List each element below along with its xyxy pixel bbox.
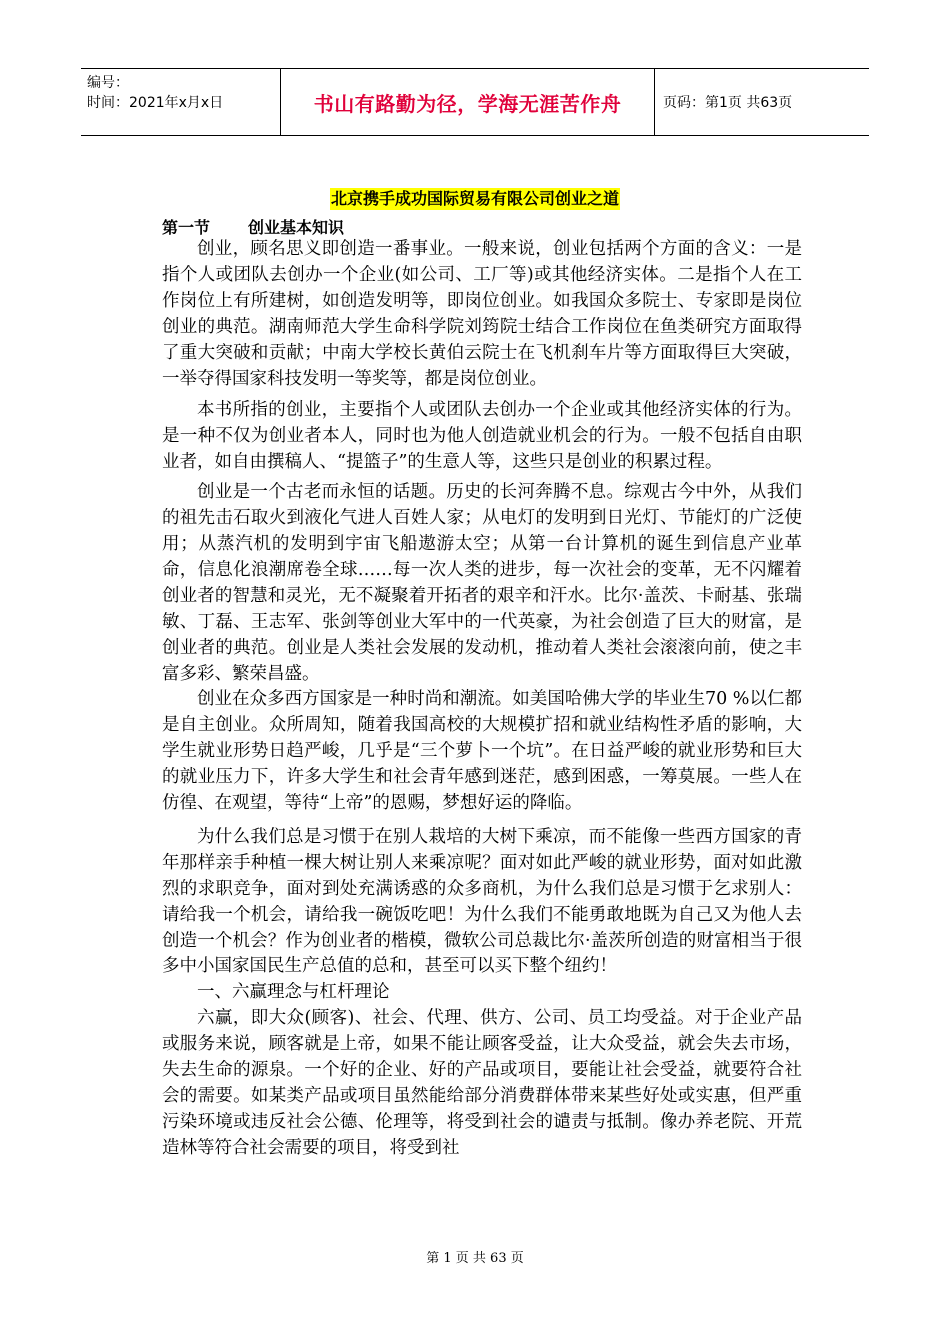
document-title-wrapper — [0, 188, 950, 210]
paragraph: 本书所指的创业，主要指个人或团队去创办一个企业或其他经济实体的行为。是一种不仅为创业者本人，同时也为他人创造就业机会的行为。一般不包括自由职业者，如自由撰稿人、“提篮子”的生意人等，这些只是创业的积累过程。 — [162, 400, 802, 473]
subheading: 一、六赢理念与杠杆理论 — [197, 982, 390, 1003]
document-date-label: 时间：2021年x月x日 — [87, 95, 224, 111]
paragraph: 创业在众多西方国家是一种时尚和潮流。如美国哈佛大学的毕业生70 %以仁都是自主创业。众所周知，随着我国高校的大规模扩招和就业结构性矛盾的影响，大学生就业形势日趋严峻，几乎是“三个萝卜一个坑”。在日益严峻的就业形势和巨大的就业压力下，许多大学生和社会青年感到迷茫，感到困惑，一筹莫展。一些人在仿徨、在观望，等待“上帝”的恩赐，梦想好运的降临。 — [162, 689, 802, 814]
paragraph: 创业，顾名思义即创造一番事业。一般来说，创业包括两个方面的含义：一是指个人或团队去创办一个企业(如公司、工厂等)或其他经济实体。二是指个人在工作岗位上有所建树，如创造发明等，即岗位创业。如我国众多院士、专家即是岗位创业的典范。湖南师范大学生命科学院刘筠院士结合工作岗位在鱼类研究方面取得了重大突破和贡献；中南大学校长黄伯云院士在飞机刹车片等方面取得巨大突破，一举夺得国家科技发明一等奖等，都是岗位创业。 — [162, 239, 802, 389]
document-number-label: 编号： — [87, 75, 129, 91]
header-page-label: 页码：第1页 共63页 — [663, 95, 793, 111]
header-motto: 书山有路勤为径，学海无涯苦作舟 — [281, 69, 655, 135]
header-meta-cell — [81, 69, 281, 135]
paragraph: 创业是一个古老而永恒的话题。历史的长河奔腾不息。综观古今中外，从我们的祖先击石取火到液化气进人百姓人家；从电灯的发明到日光灯、节能灯的广泛使用；从蒸汽机的发明到宇宙飞船遨游太空；从第一台计算机的诞生到信息产业革命，信息化浪潮席卷全球……每一次人类的进步，每一次社会的变革，无不闪耀着创业者的智慧和灵光，无不凝聚着开拓者的艰辛和汗水。比尔·盖茨、卡耐基、张瑞敏、丁磊、王志军、张剑等创业大军中的一代英豪，为社会创造了巨大的财富，是创业者的典范。创业是人类社会发展的发动机，推动着人类社会滚滚向前，使之丰富多彩、繁荣昌盛。 — [162, 482, 802, 684]
page-header — [81, 68, 869, 136]
section-number: 第一节 — [162, 218, 211, 237]
paragraph: 为什么我们总是习惯于在别人栽培的大树下乘凉，而不能像一些西方国家的青年那样亲手种植一棵大树让别人来乘凉呢？面对如此严峻的就业形势，面对如此激烈的求职竞争，面对到处充满诱惑的众多商机，为什么我们总是习惯于乞求别人：请给我一个机会，请给我一碗饭吃吧！为什么我们不能勇敢地既为自己又为他人去创造一个机会？作为创业者的楷模，微软公司总裁比尔·盖茨所创造的财富相当于很多中小国家国民生产总值的总和，甚至可以买下整个纽约！ — [162, 826, 802, 977]
paragraph: 六赢，即大众(顾客)、社会、代理、供方、公司、员工均受益。对于企业产品或服务来说，顾客就是上帝，如果不能让顾客受益，让大众受益，就会失去市场，失去生命的源泉。一个好的企业、好的产品或项目，要能让社会受益，就要符合社会的需要。如某类产品或项目虽然能给部分消费群体带来某些好处或实惠，但严重污染环境或违反社会公德、伦理等，将受到社会的谴责与抵制。像办养老院、开荒造林等符合社会需要的项目，将受到社 — [162, 1008, 802, 1158]
document-title: 北京携手成功国际贸易有限公司创业之道 — [330, 189, 619, 208]
section-title: 创业基本知识 — [248, 218, 345, 237]
document-body — [162, 237, 802, 1162]
page-footer: 第 1 页 共 63 页 — [426, 1251, 524, 1266]
section-heading — [162, 217, 344, 239]
